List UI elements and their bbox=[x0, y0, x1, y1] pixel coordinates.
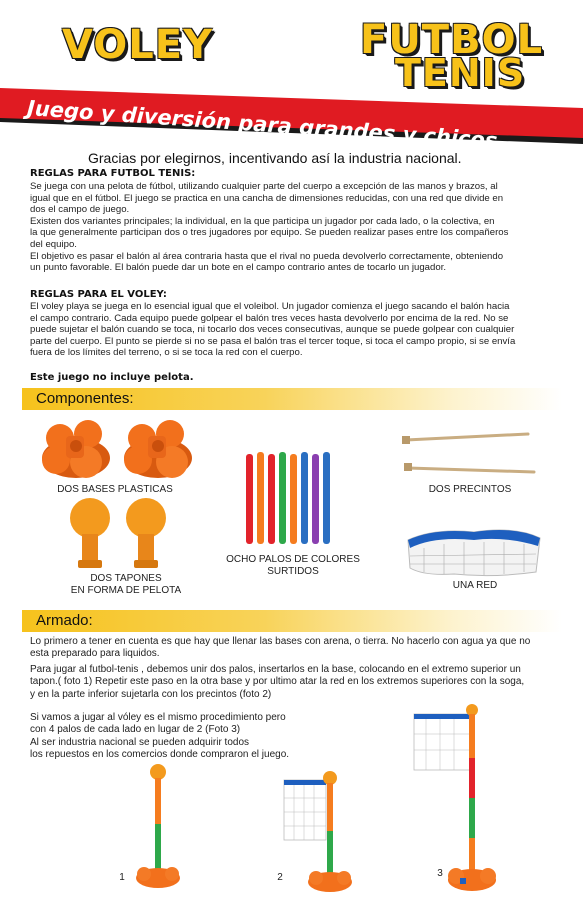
assembly-line: Para jugar al futbol-tenis , debemos unir dos palos, insertarlos en la base, colocando en el extremo superior un bbox=[30, 664, 521, 675]
assembly-paragraph-1 bbox=[30, 636, 565, 661]
rules-line: Existen dos variantes principales; la individual, en la que participa un jugador por cada lado, o la colectiva, en bbox=[30, 215, 495, 227]
photo-2-pole-with-net bbox=[280, 768, 360, 896]
photo-1-single-pole bbox=[130, 762, 190, 894]
components-section-bar bbox=[22, 388, 562, 410]
figure-2-label: 2 bbox=[277, 872, 283, 883]
figure-3-label: 3 bbox=[437, 868, 443, 879]
bases-caption: DOS BASES PLASTICAS bbox=[57, 484, 173, 495]
no-ball-notice: Este juego no incluye pelota. bbox=[30, 372, 194, 383]
rules-line: el campo contrario. Cada equipo puede golpear el balón tres veces hasta devolverlo por encima de la red. No se bbox=[30, 312, 509, 324]
net-image bbox=[404, 522, 544, 578]
assembly-line: Si vamos a jugar al vóley es el mismo procedimiento pero bbox=[30, 712, 286, 723]
futbol-rules-heading: REGLAS PARA FUTBOL TENIS: bbox=[30, 168, 196, 179]
rules-line: la que generalmente participan dos o tres jugadores por equipo. Se pueden realizar pases entre los compañeros bbox=[30, 227, 509, 239]
rules-line: dos el campo de juego. bbox=[30, 204, 130, 216]
poles-caption-line: OCHO PALOS DE COLORES bbox=[226, 554, 360, 565]
title-tenis: TENIS bbox=[395, 51, 526, 95]
net-caption: UNA RED bbox=[452, 580, 498, 591]
caps-caption-line: EN FORMA DE PELOTA bbox=[70, 585, 182, 596]
assembly-heading: Armado: bbox=[36, 612, 93, 629]
ball-caps-image bbox=[66, 496, 176, 574]
assembly-line: Al ser industria nacional se pueden adquirir todos bbox=[30, 736, 250, 748]
assembly-line: tapon.( foto 1) Repetir este paso en la otra base y por ultimo atar la red en los extremos superiores con la soga, bbox=[30, 676, 525, 688]
photo-3-volley-pole bbox=[410, 700, 520, 896]
assembly-line: esta preparado para liquidos. bbox=[30, 648, 160, 660]
assembly-paragraph-2 bbox=[30, 664, 565, 701]
ties-caption: DOS PRECINTOS bbox=[428, 484, 512, 495]
title-futbol: FUTBOL bbox=[360, 17, 544, 63]
voley-rules-heading: REGLAS PARA EL VOLEY: bbox=[30, 289, 167, 300]
poles-caption bbox=[218, 554, 368, 578]
voley-rules-body bbox=[30, 301, 560, 359]
title-voley: VOLEY bbox=[62, 22, 214, 68]
rules-line: Se juega con una pelota de fútbol, utilizando cualquier parte del cuerpo a excepción de las manos y brazos, al bbox=[30, 181, 498, 192]
assembly-line: los repuestos en los comercios donde compraron el juego. bbox=[30, 748, 290, 760]
rules-line: El voley playa se juega en lo esencial igual que el voleibol. Un jugador comienza el juego sacando el balón hacia bbox=[30, 301, 510, 312]
figure-1-label: 1 bbox=[119, 872, 125, 883]
assembly-line: con 4 palos de cada lado en lugar de 2 (Foto 3) bbox=[30, 724, 241, 736]
colored-poles-image bbox=[244, 450, 334, 546]
rules-line: fuera de los límites del terreno, o si se toca la red con el cuerpo. bbox=[30, 347, 303, 359]
assembly-paragraph-3 bbox=[30, 712, 330, 761]
rules-line: igual que en el fútbol. El juego se practica en una cancha de dimensiones reducidas, con una red que divide en bbox=[30, 192, 504, 204]
rules-line: parte del cuerpo. El punto se pierde si no se pasa el balón tras el tercer toque, si toca el campo propio, si se envía bbox=[30, 335, 516, 347]
rules-line: El objetivo es pasar el balón al área contraria hasta que el rival no pueda devolverlo correctamente, obteniendo bbox=[30, 250, 504, 262]
components-heading: Componentes: bbox=[36, 390, 134, 407]
caps-caption bbox=[56, 573, 196, 597]
plastic-bases-image bbox=[36, 410, 196, 482]
banner-slogan: Juego y diversión para grandes y chicos bbox=[26, 96, 499, 153]
assembly-line: y en la parte inferior sujetarla con los precintos (foto 2) bbox=[30, 688, 272, 700]
futbol-rules-body bbox=[30, 181, 560, 274]
rules-line: puede sujetar el balón cuando se toca, ni tocarlo dos veces consecutivas, aunque se puede golpear con cualquier bbox=[30, 324, 515, 336]
poles-caption-line: SURTIDOS bbox=[267, 566, 319, 577]
rules-line: un punto favorable. El balón puede dar un bote en el campo contrario antes de tocarlo un jugador. bbox=[30, 262, 447, 274]
cable-ties-image bbox=[400, 428, 540, 478]
rules-line: del equipo. bbox=[30, 238, 77, 250]
assembly-section-bar bbox=[22, 610, 562, 632]
assembly-line: Lo primero a tener en cuenta es que hay que llenar las bases con arena, o tierra. No hacerlo con agua ya que no bbox=[30, 636, 531, 647]
thanks-text: Gracias por elegirnos, incentivando así la industria nacional. bbox=[88, 150, 462, 166]
caps-caption-line: DOS TAPONES bbox=[90, 573, 162, 584]
